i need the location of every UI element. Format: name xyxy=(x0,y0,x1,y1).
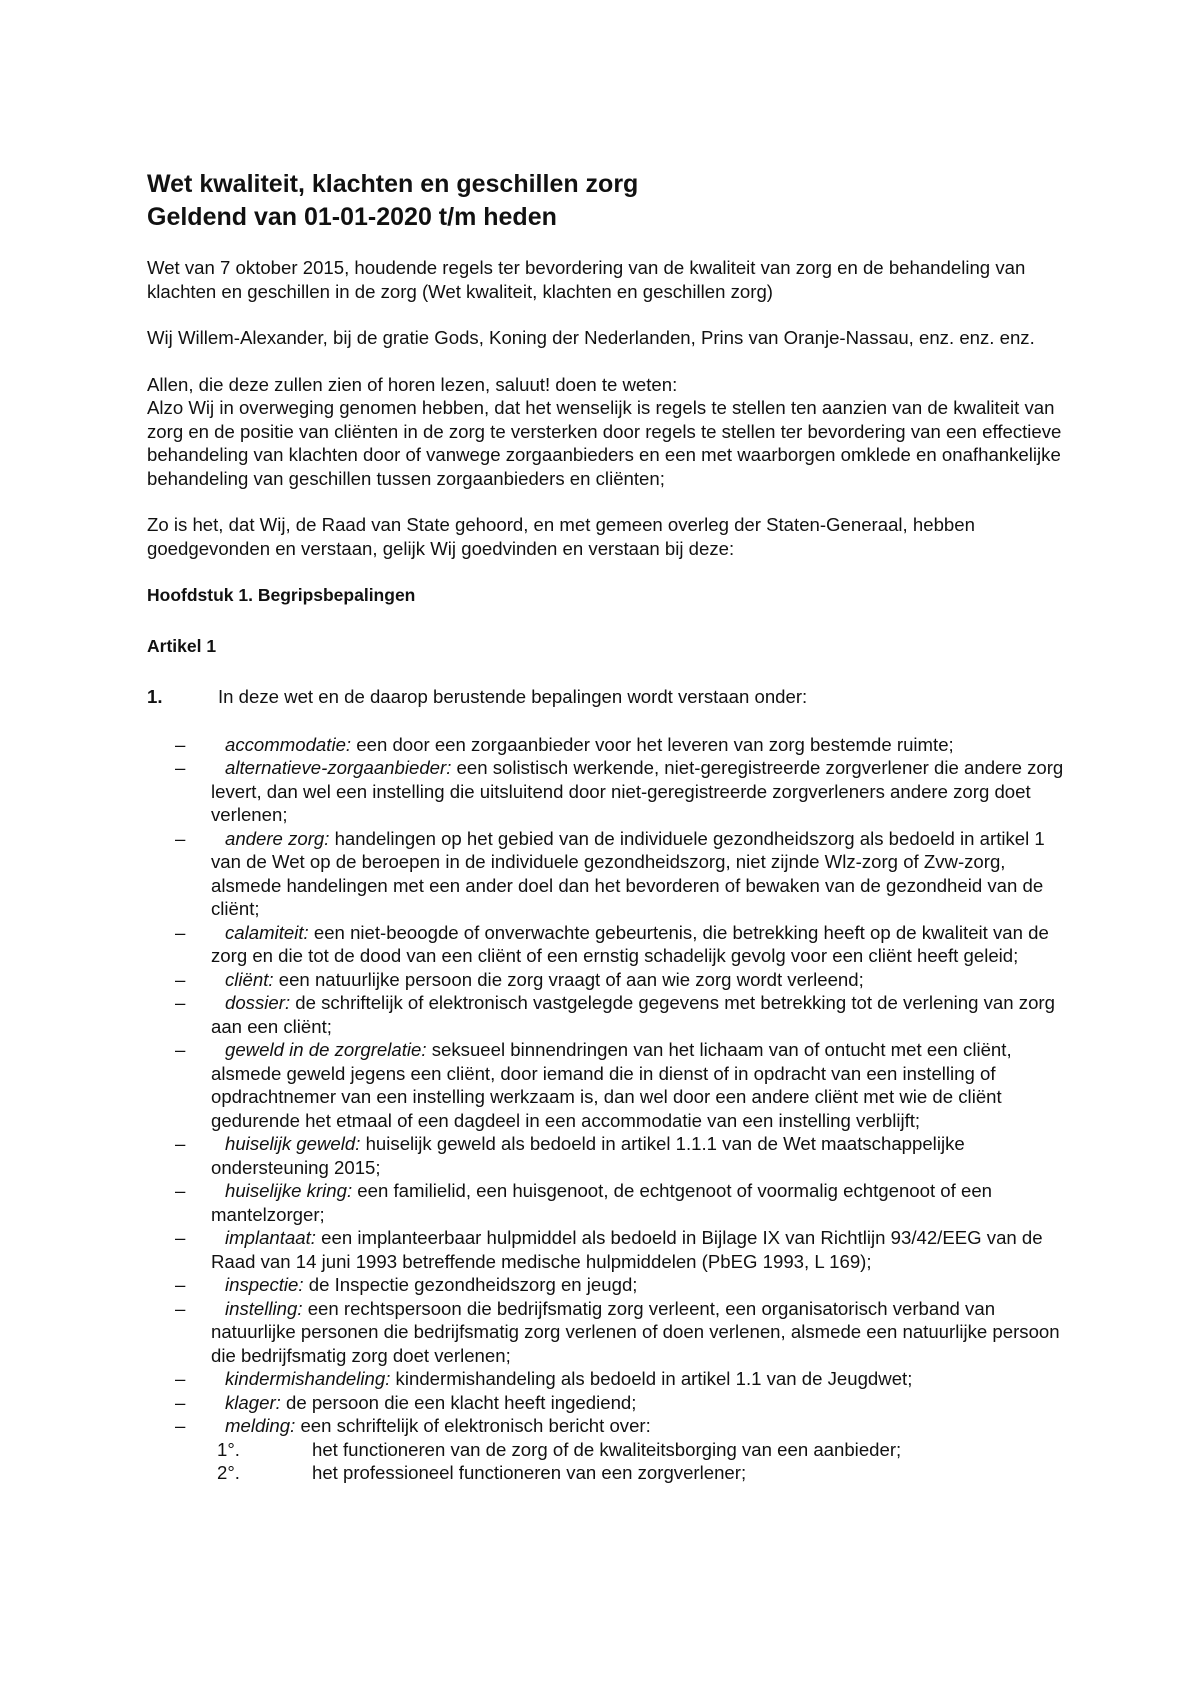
definition-body xyxy=(211,991,1077,1038)
dash-marker: – xyxy=(175,1415,186,1436)
definition-text: een schriftelijk of elektronisch bericht over: xyxy=(300,1415,651,1436)
dash-marker: – xyxy=(175,1274,186,1295)
document-page xyxy=(147,168,1077,1485)
article-lid xyxy=(147,685,1077,709)
definition-text: huiselijk geweld als bedoeld in artikel 1.1.1 van de Wet maatschappelijke ondersteuning 2015; xyxy=(211,1133,965,1178)
definition-term: instelling: xyxy=(225,1297,303,1319)
definition-text: kindermishandeling als bedoeld in artikel 1.1 van de Jeugdwet; xyxy=(395,1368,913,1389)
definition-item xyxy=(147,827,1077,921)
definition-item xyxy=(147,1226,1077,1273)
dash-marker: – xyxy=(175,921,186,943)
definition-item xyxy=(147,991,1077,1038)
definition-text: seksueel binnendringen van het lichaam van of ontucht met een cliënt, alsmede geweld jegens een cliënt, door iemand die in dienst of in opdracht van een instelling of opdrachtnemer van een instelling werkzaam is, dan wel door een andere cliënt met wie de cliënt gedurende het etmaal of een dagdeel in een accommodatie van een instelling verblijft; xyxy=(211,1039,1012,1131)
dash-marker: – xyxy=(175,1297,186,1319)
definition-term: huiselijk geweld: xyxy=(225,1133,361,1154)
definition-term: kindermishandeling: xyxy=(225,1368,391,1389)
definition-text: een natuurlijke persoon die zorg vraagt of aan wie zorg wordt verleend; xyxy=(278,968,864,990)
definition-body xyxy=(211,1391,1077,1415)
definition-body xyxy=(211,921,1077,968)
definition-item xyxy=(147,733,1077,757)
definition-text: een door een zorgaanbieder voor het leveren van zorg bestemde ruimte; xyxy=(356,733,954,755)
definitions-list xyxy=(147,733,1077,1485)
subitem-text: het functioneren van de zorg of de kwaliteitsborging van een aanbieder; xyxy=(312,1438,902,1460)
definition-text: een niet-beoogde of onverwachte gebeurtenis, die betrekking heeft op de kwaliteit van de zorg en die tot de dood van een cliënt of een ernstig schadelijk gevolg voor een cliënt heeft geleid; xyxy=(211,921,1049,966)
definition-term: andere zorg: xyxy=(225,827,330,849)
definition-text: de schriftelijk of elektronisch vastgelegde gegevens met betrekking tot de verlening van zorg aan een cliënt; xyxy=(211,992,1055,1037)
definition-text: de Inspectie gezondheidszorg en jeugd; xyxy=(308,1274,638,1295)
definition-body xyxy=(211,756,1077,827)
melding-subitem xyxy=(153,1438,1077,1462)
definition-body xyxy=(211,1273,1077,1297)
document-title xyxy=(147,168,1077,234)
definition-body xyxy=(211,968,1077,992)
definition-body xyxy=(211,1414,1077,1438)
allen-paragraph: Allen, die deze zullen zien of horen lezen, saluut! doen te weten: xyxy=(147,373,678,395)
definition-item xyxy=(147,1297,1077,1368)
dash-marker: – xyxy=(175,992,186,1013)
subitem-text: het professioneel functioneren van een zorgverlener; xyxy=(312,1462,747,1483)
definition-item xyxy=(147,1273,1077,1297)
definition-body xyxy=(211,1132,1077,1179)
definition-term: huiselijke kring: xyxy=(225,1180,353,1201)
definition-item xyxy=(147,1367,1077,1391)
definition-term: alternatieve-zorgaanbieder: xyxy=(225,757,452,778)
dash-marker: – xyxy=(175,1039,186,1060)
definition-item xyxy=(147,1391,1077,1415)
lid-number: 1. xyxy=(147,686,163,707)
definition-term: melding: xyxy=(225,1415,296,1436)
definition-body xyxy=(211,1038,1077,1132)
definition-item xyxy=(147,1038,1077,1132)
zo-paragraph: Zo is het, dat Wij, de Raad van State gehoord, en met gemeen overleg der Staten-Generaal, hebben goedgevonden en verstaan, gelijk Wij goedvinden en verstaan bij deze: xyxy=(147,514,975,559)
dash-marker: – xyxy=(175,1391,186,1413)
dash-marker: – xyxy=(175,827,186,849)
definition-text: de persoon die een klacht heeft ingediend; xyxy=(285,1391,637,1413)
definition-item xyxy=(147,1179,1077,1226)
definition-text: een solistisch werkende, niet-geregistreerde zorgverlener die andere zorg levert, dan wel een instelling die uitsluitend door niet-geregistreerde zorgverleners andere zorg doet verlenen; xyxy=(211,757,1064,825)
definition-term: klager: xyxy=(225,1391,281,1413)
definition-term: cliënt: xyxy=(225,968,274,990)
dash-marker: – xyxy=(175,968,186,990)
subitem-number: 2°. xyxy=(217,1462,240,1483)
definition-term: calamiteit: xyxy=(225,921,309,943)
definition-term: dossier: xyxy=(225,992,291,1013)
dash-marker: – xyxy=(175,757,186,778)
melding-sublist xyxy=(211,1438,1077,1485)
definition-term: geweld in de zorgrelatie: xyxy=(225,1039,427,1060)
alzo-paragraph: Alzo Wij in overweging genomen hebben, dat het wenselijk is regels te stellen ten aanzien van de kwaliteit van zorg en de positie van cliënten in de zorg te versterken door regels te stellen ter bevordering van een effectieve behandeling van klachten door of vanwege zorgaanbieders en een met waarborgen omklede en onafhankelijke behandeling van geschillen tussen zorgaanbieders en cliënten; xyxy=(147,397,1062,489)
definition-item xyxy=(147,1414,1077,1485)
definition-body xyxy=(211,733,1077,757)
dash-marker: – xyxy=(175,1133,186,1154)
definition-term: inspectie: xyxy=(225,1274,304,1295)
definition-body xyxy=(211,1226,1077,1273)
definition-text: een rechtspersoon die bedrijfsmatig zorg verleent, een organisatorisch verband van natuurlijke personen die bedrijfsmatig zorg verlenen of doen verlenen, alsmede een natuurlijke persoon die bedrijfsmatig zorg doet verlenen; xyxy=(211,1297,1060,1366)
article-heading: Artikel 1 xyxy=(147,635,217,656)
subitem-number: 1°. xyxy=(217,1438,240,1460)
king-paragraph: Wij Willem-Alexander, bij de gratie Gods, Koning der Nederlanden, Prins van Oranje-Nassau, enz. enz. enz. xyxy=(147,327,1035,348)
definition-item xyxy=(147,756,1077,827)
definition-text: handelingen op het gebied van de individuele gezondheidszorg als bedoeld in artikel 1 van de Wet op de beroepen in de individuele gezondheidszorg, niet zijnde Wlz-zorg of Zvw-zorg, alsmede handelingen met een ander doel dan het bevorderen of bewaken van de gezondheid van de cliënt; xyxy=(211,827,1045,919)
dash-marker: – xyxy=(175,733,186,755)
definition-body xyxy=(211,1367,1077,1391)
intro-paragraph: Wet van 7 oktober 2015, houdende regels ter bevordering van de kwaliteit van zorg en de behandeling van klachten en geschillen in de zorg (Wet kwaliteit, klachten en geschillen zorg) xyxy=(147,257,1026,302)
melding-subitem xyxy=(153,1461,1077,1485)
dash-marker: – xyxy=(175,1180,186,1201)
lid-text: In deze wet en de daarop berustende bepalingen wordt verstaan onder: xyxy=(218,686,808,707)
definition-body xyxy=(211,1297,1077,1368)
definition-text: een implanteerbaar hulpmiddel als bedoeld in Bijlage IX van Richtlijn 93/42/EEG van de Raad van 14 juni 1993 betreffende medische hulpmiddelen (PbEG 1993, L 169); xyxy=(211,1227,1043,1272)
dash-marker: – xyxy=(175,1368,186,1389)
definition-item xyxy=(147,968,1077,992)
definition-body xyxy=(211,827,1077,921)
definition-term: implantaat: xyxy=(225,1227,316,1248)
definition-body xyxy=(211,1179,1077,1226)
definition-item xyxy=(147,921,1077,968)
definition-term: accommodatie: xyxy=(225,733,352,755)
definition-item xyxy=(147,1132,1077,1179)
definition-text: een familielid, een huisgenoot, de echtgenoot of voormalig echtgenoot of een mantelzorger; xyxy=(211,1180,992,1225)
title-line-1: Wet kwaliteit, klachten en geschillen zorg xyxy=(147,170,639,198)
dash-marker: – xyxy=(175,1227,186,1248)
title-line-2: Geldend van 01-01-2020 t/m heden xyxy=(147,203,557,231)
chapter-heading: Hoofdstuk 1. Begripsbepalingen xyxy=(147,585,416,605)
